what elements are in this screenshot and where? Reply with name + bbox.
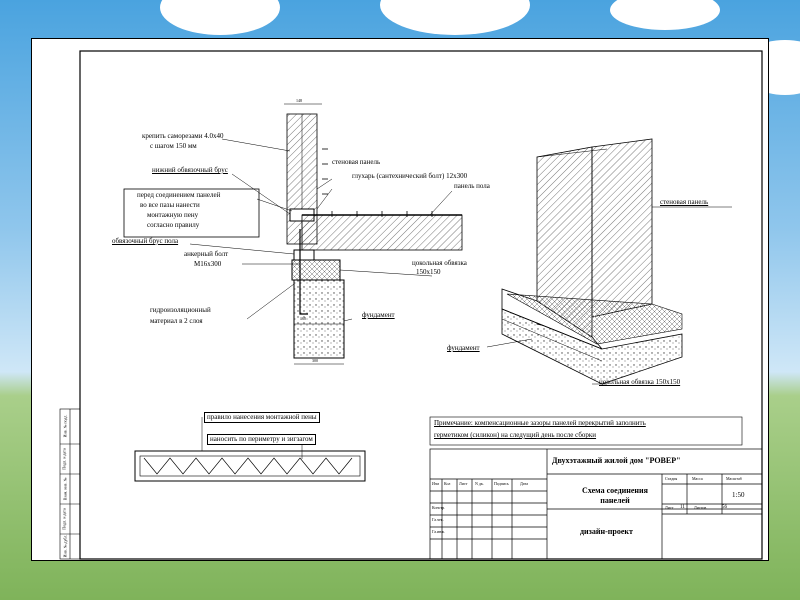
iso-label-wall-panel: стеновая панель [660,198,709,206]
hdr-col-2: Кол [444,481,451,486]
dim-160: 160 [300,316,306,321]
right-head-stage: Стадия [665,476,678,481]
sheets-total: 56 [722,505,727,510]
cloud-decoration [610,0,720,30]
label-plinth-size: 150х150 [416,268,441,276]
foam-rule-method: наносить по периметру и зигзагом [207,434,316,445]
label-bottom-beam: нижний обвязочный брус [152,166,228,174]
remark-line-2: герметиком (силикон) на следущий день после сборки [434,431,597,439]
label-wall-panel: стеновая панель [332,158,381,166]
label-anchor-size: М16х300 [194,260,222,268]
strip-label-4: Подп. и дата [61,508,67,530]
hdr-col-6: Дата [520,481,528,486]
strip-label-5: Инв. № дубл. [62,534,68,558]
role-2: Га.чек. [432,517,444,522]
cloud-decoration [380,0,530,35]
hdr-col-3: Лист [459,481,468,486]
scale-value: 1:50 [732,491,745,499]
remark-line-1: Примечание: компенсационные зазоры панелей перекрытий заполнить [434,419,646,427]
right-head-scale: Масштаб [726,476,742,481]
foam-rule-title: правило нанесения монтажной пены [204,412,320,423]
label-note-4: согласно правилу [147,221,200,229]
dim-148: 148 [296,98,302,103]
label-note-3: монтажную пену [147,211,199,219]
strip-label-1: Инв. № подл. [62,414,68,438]
title-stage: дизайн-проект [580,527,633,536]
iso-label-foundation: фундамент [447,344,480,352]
label-foundation: фундамент [362,311,395,319]
role-1: Констр. [432,505,446,510]
strip-label-2: Подп. и дата [61,448,67,470]
label-bolt: глухарь (сантехнический болт) 12х300 [352,172,468,180]
label-waterproof-2: материал в 2 слоя [150,317,203,325]
label-note-1: перед соединением панелей [137,191,221,199]
sheet-label: Лист [665,505,674,510]
isometric-detail [487,139,732,384]
label-plinth: цокольная обвязка [412,259,467,267]
hdr-col-5: Подпись [494,481,509,486]
drawing-linework [32,39,770,562]
label-screws: крепить саморезами 4.0х40 [142,132,224,140]
drawing-sheet [31,38,769,561]
label-note-2: во все пазы нанести [140,201,200,209]
role-3: Га.инж. [432,529,446,534]
label-waterproof-1: гидроизоляционный [150,306,211,314]
sheet-number: 11 [680,505,685,510]
hdr-col-1: Изм [432,481,439,486]
dim-300: 300 [312,358,318,363]
label-screws-step: с шагом 150 мм [150,142,197,150]
label-anchor: анкерный болт [184,250,229,258]
iso-label-plinth: цокольная обвязка 150х150 [599,378,681,386]
label-floor-panel: панель пола [454,182,490,190]
cloud-decoration [160,0,280,35]
strip-label-3: Взам. инв. № [62,477,68,501]
right-head-mass: Масса [692,476,703,481]
label-floor-beam: обвязочный брус пола [112,237,179,245]
title-sheet: Схема соединения панелей [582,486,648,505]
sheets-label: Листов [694,505,707,510]
title-project: Двухэтажный жилой дом "РОВЕР" [552,456,681,465]
hdr-col-4: N дк. [475,481,484,486]
foam-rule-diagram [135,417,365,481]
